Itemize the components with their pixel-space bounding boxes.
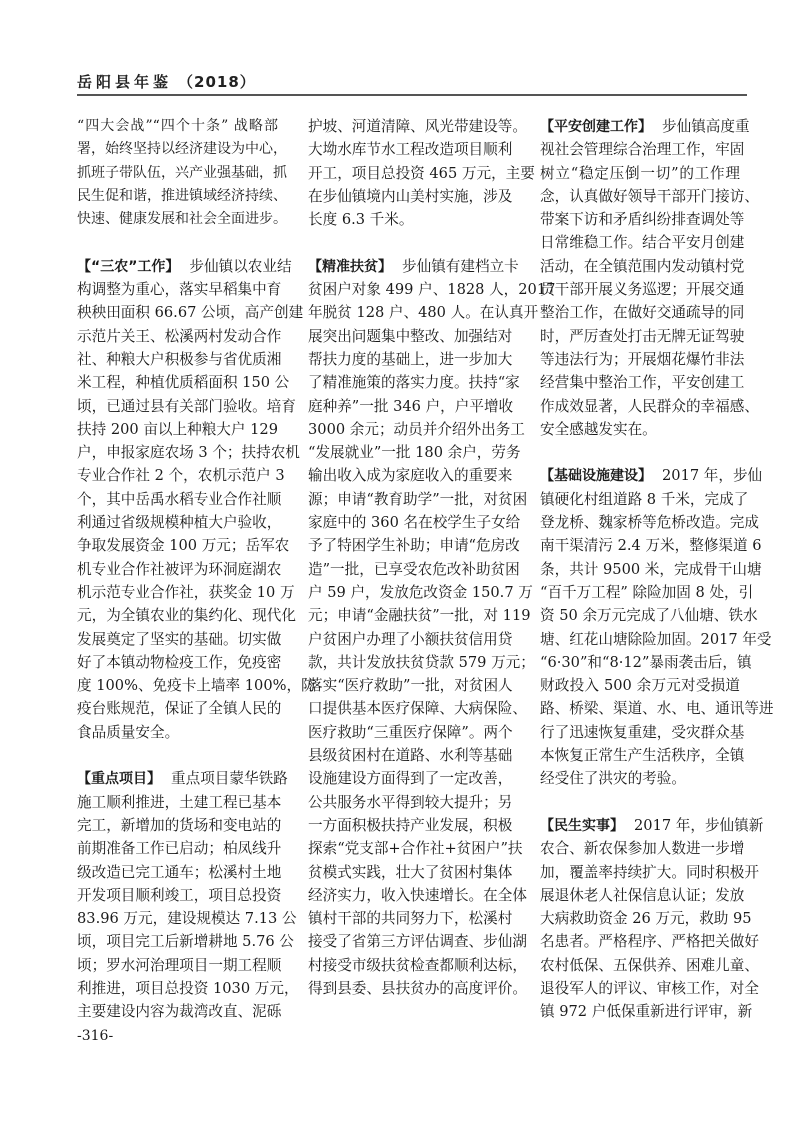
text-line: 县级贫困村在道路、水利等基础 (308, 747, 513, 765)
text-line: 专业合作社 2 个，农机示范户 3 (77, 467, 285, 485)
text-line: 元，为全镇农业的集约化、现代化 (77, 607, 296, 625)
text-line: 前期准备工作已启动；柏凤线升 (77, 840, 282, 858)
text-line: 顷，已通过县有关部门验收。培育 (77, 397, 296, 415)
text-line: 经受住了洪灾的考验。 (540, 770, 686, 788)
text-line: 退役军人的评议、审核工作，对全 (540, 979, 759, 997)
section-heading: 【“三农”工作】 (77, 258, 180, 275)
text-line: 予了特困学生补助；申请“危房改 (308, 537, 520, 555)
page-number: -316- (77, 1028, 114, 1044)
text-line: 护坡、河道清障、风光带建设等。 (308, 118, 527, 135)
text-line: 造”一批，已享受农危改补助贫困 (308, 560, 520, 578)
text-line: 农村低保、五保供养、困难儿童、 (540, 956, 759, 974)
text-line: 路、桥梁、渠道、水、电、通讯等进 (540, 700, 774, 718)
text-line: 树立“稳定压倒一切”的工作理 (540, 164, 740, 182)
text-line: 塘、红花山塘除险加固。2017 年受 (540, 630, 772, 648)
text-line: 利通过省级规模种植大户验收， (77, 514, 282, 532)
text-line: 安全感越发实在。 (540, 420, 657, 438)
text-line: 米工程，种植优质稻面积 150 公 (77, 374, 290, 392)
text-line: 活动，在全镇范围内发动镇村党 (540, 257, 745, 275)
text-line: 级改造已完工通车；松溪村土地 (77, 863, 282, 881)
text-line: “百千万工程” 除险加固 8 处，引 (540, 583, 754, 601)
text-line: 长度 6.3 千米。 (308, 211, 414, 229)
text-line: 口提供基本医疗保障、大病保险、 (308, 700, 527, 718)
text-line: 快速、健康发展和社会全面进步。 (77, 211, 287, 228)
text-line: 发展奠定了坚实的基础。切实做 (77, 630, 282, 648)
text-line: 落实“医疗救助”一批，对贫困人 (308, 677, 513, 695)
text-line: 度 100%、免疫卡上墙率 100%，防 (77, 677, 316, 695)
text-line: 贫模式实践，壮大了贫困村集体 (308, 863, 513, 881)
text-line: 经营集中整治工作，平安创建工 (540, 374, 745, 392)
text-line: 步仙镇高度重 (662, 118, 750, 135)
text-line: 户贫困户办理了小额扶贫信用贷 (308, 630, 513, 648)
text-line: 贫困户对象 499 户、1828 人，2017 (308, 281, 556, 299)
text-line: 带案下访和矛盾纠纷排查调处等 (540, 211, 745, 229)
text-line: 公共服务水平得到较大提升；另 (308, 793, 513, 811)
article-section (540, 115, 759, 441)
text-line: 整治工作，在做好交通疏导的同 (540, 304, 745, 322)
text-line: 在步仙镇境内山美村实施，涉及 (308, 187, 513, 205)
text-line: 2017 年，步仙 (662, 467, 763, 485)
text-line: 年脱贫 128 户、480 人。在认真开 (308, 304, 539, 322)
text-line: 抓班子带队伍，兴产业强基础，抓 (77, 164, 287, 181)
section-heading-line (77, 255, 292, 278)
text-line: 经济实力，收入快速增长。在全体 (308, 886, 527, 904)
text-line: 完工，新增加的货场和变电站的 (77, 816, 282, 834)
text-line: 作成效显著，人民群众的幸福感、 (540, 397, 759, 415)
text-line: 农合、新农保参加人数进一步增 (540, 840, 745, 858)
text-line: 示范片关王、松溪两村发动合作 (77, 327, 282, 345)
text-line: 步仙镇以农业结 (189, 257, 292, 275)
text-line: 等违法行为；开展烟花爆竹非法 (540, 350, 745, 368)
text-line: 村接受市级扶贫检查都顺利达标， (308, 956, 527, 974)
text-line: 顷，项目完工后新增耕地 5.76 公 (77, 933, 294, 951)
text-line: 机专业合作社被评为环洞庭湖农 (77, 560, 282, 578)
text-line: 大病救助资金 26 万元，救助 95 (540, 910, 752, 928)
text-line: 加，覆盖率持续扩大。同时积极开 (540, 863, 759, 881)
text-line: 户，申报家庭农场 3 个；扶持农机 (77, 444, 300, 462)
text-line: 展突出问题集中整改、加强结对 (308, 327, 513, 345)
text-line: 登龙桥、魏家桥等危桥改造。完成 (540, 514, 759, 532)
text-line: 设施建设方面得到了一定改善， (308, 770, 513, 788)
article-section (77, 255, 316, 744)
article-section (540, 464, 774, 790)
text-line: 了精准施策的落实力度。扶持“家 (308, 374, 520, 392)
text-line: 步仙镇有建档立卡 (402, 257, 519, 275)
text-line: 源；申请“教育助学”一批，对贫困 (308, 490, 528, 508)
text-column-1 (77, 115, 316, 1047)
text-line: 好了本镇动物检疫工作，免疫密 (77, 653, 282, 671)
book-year: （2018） (178, 73, 256, 91)
text-line: 条，共计 9500 米，完成骨干山塘 (540, 560, 762, 578)
text-line: 署，始终坚持以经济建设为中心， (77, 141, 287, 158)
text-line: 个，其中岳禹水稻专业合作社顺 (77, 490, 282, 508)
text-line: 户 59 户，发放危改资金 150.7 万 (308, 583, 533, 601)
text-line: 视社会管理综合治理工作，牢固 (540, 141, 745, 159)
section-heading-line (308, 255, 519, 278)
text-line: 日常维稳工作。结合平安月创建 (540, 234, 745, 252)
text-line: 接受了省第三方评估调查、步仙湖 (308, 933, 527, 951)
text-line: 开发项目顺利竣工，项目总投资 (77, 886, 282, 904)
text-line: 社、种粮大户积极参与省优质湘 (77, 350, 282, 368)
header-rule (77, 94, 747, 96)
text-line: 名患者。严格程序、严格把关做好 (540, 933, 759, 951)
text-line: 争取发展资金 100 万元；岳军农 (77, 537, 290, 555)
section-heading-line (540, 464, 763, 487)
text-line: 施工顺利推进，土建工程已基本 (77, 793, 282, 811)
text-line: 南干渠清污 2.4 万米，整修渠道 6 (540, 537, 762, 555)
text-line: 财政投入 500 余万元对受损道 (540, 677, 740, 695)
text-line: 帮扶力度的基础上，进一步加大 (308, 350, 513, 368)
text-line: 大坳水库节水工程改造项目顺利 (308, 141, 513, 159)
article-section (77, 767, 299, 1023)
text-line: 展退休老人社保信息认证；发放 (540, 886, 745, 904)
section-heading: 【基础设施建设】 (540, 468, 652, 485)
section-heading-line (540, 814, 764, 837)
text-line: 民生促和谐，推进镇域经济持续、 (77, 187, 287, 204)
book-title: 岳阳县年鉴 (77, 73, 173, 91)
text-line: “6·30”和“8·12”暴雨袭击后，镇 (540, 653, 752, 671)
text-line: 开工，项目总投资 465 万元，主要 (308, 164, 535, 182)
text-line: 机示范专业合作社，获奖金 10 万 (77, 583, 295, 601)
text-line: 构调整为重心，落实早稻集中育 (77, 281, 282, 299)
text-line: 秧秧田面积 66.67 公顷，高产创建 (77, 304, 304, 322)
text-line: 扶持 200 亩以上种粮大户 129 (77, 420, 278, 438)
running-header (77, 71, 256, 92)
text-line: 员干部开展义务巡逻；开展交通 (540, 281, 745, 299)
text-line: 念，认真做好领导干部开门接访、 (540, 187, 759, 205)
text-line: 3000 余元；动员并介绍外出务工 (308, 420, 525, 438)
text-line: 家庭中的 360 名在校学生子女给 (308, 514, 521, 532)
text-line: 输出收入成为家庭收入的重要来 (308, 467, 513, 485)
article-section (77, 115, 287, 231)
text-line: 重点项目蒙华铁路 (171, 770, 288, 788)
text-line: 元；申请“金融扶贫”一批，对 119 (308, 607, 531, 625)
text-column-2 (308, 115, 556, 1024)
section-heading: 【平安创建工作】 (540, 119, 652, 135)
section-heading-line (540, 115, 750, 138)
text-line: 镇 972 户低保重新进行评审，新 (540, 1003, 753, 1021)
text-line: 本恢复正常生产生活秩序，全镇 (540, 747, 745, 765)
text-column-3 (540, 115, 774, 1047)
text-line: 时，严厉查处打击无牌无证驾驶 (540, 327, 745, 345)
article-section (540, 814, 764, 1024)
text-line: 镇硬化村组道路 8 千米，完成了 (540, 490, 749, 508)
text-line: 一方面积极扶持产业发展，积极 (308, 816, 513, 834)
text-line: 镇村干部的共同努力下，松溪村 (308, 910, 513, 928)
text-line: 利推进，项目总投资 1030 万元， (77, 979, 299, 997)
text-line: 资 50 余万元完成了八仙塘、铁水 (540, 607, 758, 625)
article-section (308, 115, 535, 231)
text-line: 行了迅速恢复重建，受灾群众基 (540, 723, 745, 741)
section-heading: 【精准扶贫】 (308, 258, 392, 275)
text-line: 83.96 万元，建设规模达 7.13 公 (77, 910, 297, 928)
text-line: 款，共计发放扶贫贷款 579 万元； (308, 653, 535, 671)
text-line: 食品质量安全。 (77, 723, 180, 741)
text-line: 主要建设内容为裁湾改直、泥砾 (77, 1003, 282, 1021)
text-line: 医疗救助“三重医疗保障”。两个 (308, 723, 513, 741)
text-line: 2017 年，步仙镇新 (634, 816, 764, 834)
section-heading: 【重点项目】 (77, 771, 161, 788)
text-line: “发展就业”一批 180 余户，劳务 (308, 444, 521, 462)
article-section (308, 255, 556, 1001)
text-line: 得到县委、县扶贫办的高度评价。 (308, 979, 527, 997)
text-line: 疫台账规范，保证了全镇人民的 (77, 700, 282, 718)
text-line: 庭种养”一批 346 户，户平增收 (308, 397, 514, 415)
text-line: 顷；罗水河治理项目一期工程顺 (77, 956, 282, 974)
section-heading-line (77, 767, 288, 790)
text-line: “四大会战”“四个十条” 战略部 (77, 118, 278, 134)
text-line: 探索“党支部+合作社+贫困户”扶 (308, 840, 523, 858)
section-heading: 【民生实事】 (540, 817, 624, 834)
